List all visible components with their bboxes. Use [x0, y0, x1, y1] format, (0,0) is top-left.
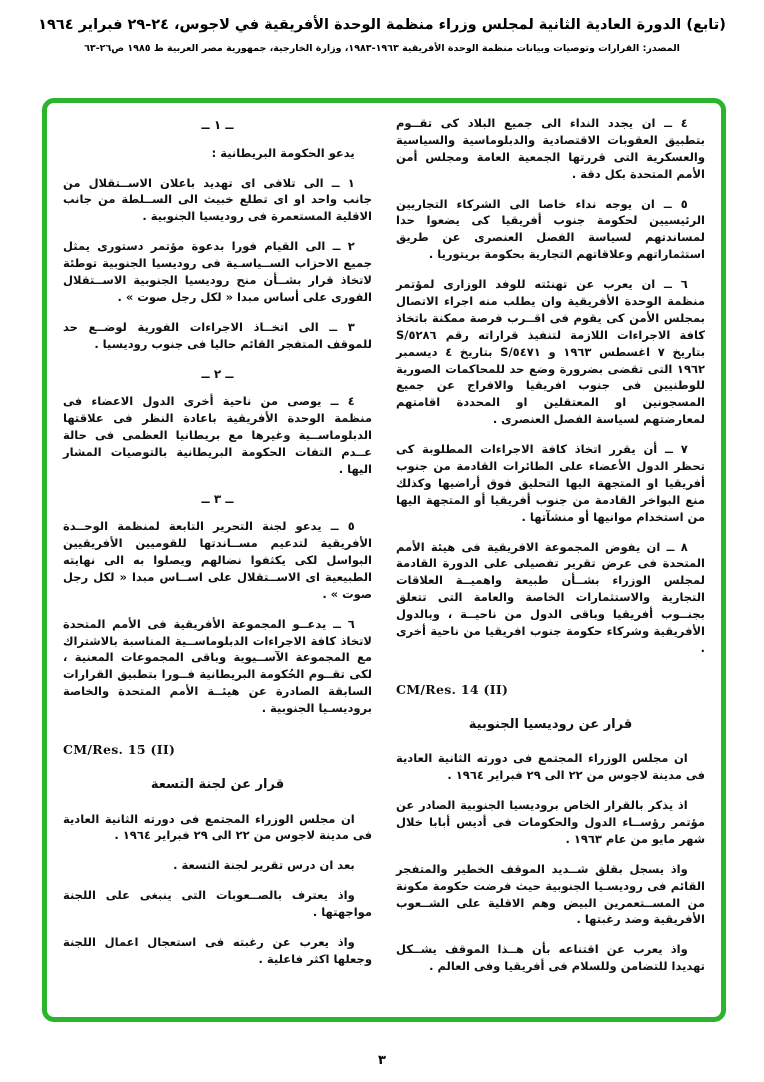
green-content-frame: [42, 98, 726, 1022]
body-paragraph: ١ ــ الى تلافى اى تهديد باعلان الاســتقلال من جانب واحد او اى تطلع خبيث الى الســلطة من جانب الاقلية المستعمرة فى روديسيا الجنوبية .: [63, 175, 372, 224]
body-paragraph: ان مجلس الوزراء المجتمع فى دورته الثانية العادية فى مدينة لاجوس من ٢٢ الى ٢٩ فبراير ١٩٦٤ .: [396, 751, 705, 783]
body-paragraph: ٢ ــ الى القيام فورا بدعوة مؤتمر دستورى يمثل جميع الاحزاب الســياسـية فى روديسيا الجنوبية توطئة لاتخاذ قرار بشــأن منح روديسيا الجنوبية الاســتقلال الفورى على أساس مبدا « لكل رجل صوت » .: [63, 239, 372, 304]
body-paragraph: ٥ ــ يدعو لجنة التحرير التابعة لمنظمة الوحــدة الأفريقية لتدعيم مســاندتها للقوميين الأفريقيين البواسل لكى يكثفوا نضالهم ويصلوا به الى نهايته الطبيعية اى الاســتقلال على اســاس مبدا « لكل رجل صوت » .: [63, 519, 372, 601]
resolution-code: CM/Res. 14 (II): [396, 681, 509, 697]
body-paragraph: ٣ ــ الى اتخــاذ الاجراءات الفورية لوضــع حد للموقف المتفجر القائم حاليا فى جنوب روديسيا .: [63, 319, 372, 351]
body-paragraph: ٤ ــ ان يجدد النداء الى جميع البلاد كى تقــوم بتطبيق العقوبات الاقتصادية والدبلوماسية والسياسية والعسكرية التى قررتها الجمعية العامة ومجلس أمن الأمم المتحدة بكل دقة .: [396, 116, 705, 181]
column-right: [396, 115, 705, 1009]
body-paragraph: ٧ ــ أن يقرر اتخاذ كافة الاجراءات المطلوبة كى تحظر الدول الأعضاء على الطائرات القادمة من جنوب أفريقيا او المتجهة اليها التحليق فوق أراضيها وكذلك منع البواخر القادمة من جنوب أفريقيا أو المتجهة اليها من استخدام موانيها أو منشآتها .: [396, 442, 705, 524]
two-column-layout: [63, 115, 705, 1009]
source-line: المصدر: القرارات وتوصيات وبيانات منظمة الوحدة الأفريقية ١٩٦٣-١٩٨٣، وزارة الخارجية، جمهورية مصر العربية ط ١٩٨٥ ص٢٦-٦٣: [84, 42, 680, 54]
page-header: [0, 0, 764, 54]
section-number-mark: ــ ١ ــ: [201, 118, 234, 132]
body-paragraph: يدعو الحكومة البريطانية :: [211, 145, 355, 160]
resolution-heading: قرار عن لجنة التسعة: [150, 777, 285, 793]
body-paragraph: ٨ ــ ان يفوض المجموعة الافريقية فى هيئة الأمم المتحدة فى عرض تقرير تفصيلى على الدورة القادمة لمجلس الوزراء بشــأن طبيعة واهميــة العلاقات التجارية والاستثمارات الخاصة والعامة التى تتعلق بجنــوب أفريقيا وباقى الدول من ناحيــة ، وبالدول الأفريقية وشركاء حكومة جنوب افريقيا من ناحية أخرى .: [396, 539, 705, 655]
body-paragraph: ان مجلس الوزراء المجتمع فى دورته الثانية العادية فى مدينة لاجوس من ٢٢ الى ٢٩ فبراير ١٩٦٤ .: [63, 811, 372, 843]
body-paragraph: ٦ ــ يدعــو المجموعة الأفريقية فى الأمم المتحدة لاتخاذ كافة الاجراءات الدبلوماســية المناسبة بالاشتراك مع المجموعة الآســيوية وباقى المجموعات المعنية ، لكى تقــوم الحُكومة البريطانية فــورا بتطبيق القرارات السابقة الصادرة عن هيئــة الأمم المتحدة والخاصة بروديسـيا الجنوبية .: [63, 616, 372, 716]
body-paragraph: بعد ان درس تقرير لجنة التسعة .: [173, 858, 355, 873]
resolution-code: CM/Res. 15 (II): [63, 742, 176, 758]
resolution-heading: قرار عن روديسيا الجنوبية: [468, 717, 633, 733]
body-paragraph: واذ يعرب عن رغبته فى استعجال اعمال اللجنة وجعلها اكثر فاعلية .: [63, 934, 372, 966]
body-paragraph: ٦ ــ ان يعرب عن تهنئته للوفد الوزارى لمؤتمر منظمة الوحدة الأفريقية وان يطلب منه اجراء الاتصال بمجلس الأمن كى يقوم فى اقــرب فرصة ممكنة باتخاذ كافة الاجراءات اللازمة لتنفيذ قراراته رقم ٥٢٨٦/S بتاريخ ٧ اغسطس ١٩٦٣ و ٥٤٧١/S بتاريخ ٤ ديسمبر ١٩٦٢ التى تقضى بضرورة وضع حد للمحاكمات الصورية للوطنيين فى جنوب افريقيا والافراج عن جميع المسجونين او المعتقلين او المحددة اقامتهم لمعارضتهم لسياسة الفصل العنصرى .: [396, 277, 706, 427]
body-paragraph: واذ يعترف بالصــعوبات التى ينبغى على اللجنة مواجهتها .: [63, 888, 372, 920]
body-paragraph: ٥ ــ ان يوجه نداء خاصا الى الشركاء التجاريين الرئيسيين لحكومة جنوب أفريقيا كى يضعوا حدا لمساندتهم لسياسة الفصل العنصرى عن طريق استثماراتهم وعلاقاتهم التجارية بحكومة بريتوريا .: [396, 196, 705, 262]
section-number-mark: ــ ٢ ــ: [201, 366, 234, 381]
body-paragraph: واذ يعرب عن اقتناعه بأن هــذا الموقف يشــكل تهديدا للتضامن وللسلام فى أفريقيا وفى العالم .: [396, 942, 705, 974]
body-paragraph: ٤ ــ يوصى من ناحية أخرى الدول الاعضاء فى منظمة الوحدة الأفريقية باعادة النظر فى علاقتها الدبلوماســية وغيرها مع بريطانيا العظمى فى حالة عــدم التفات الحكومة البريطانية بالتوصيات المشار اليها .: [63, 394, 372, 476]
document-title: (تابع) الدورة العادية الثانية لمجلس وزراء منظمة الوحدة الأفريقية في لاجوس، ٢٤-٢٩ فبراير ١٩٦٤: [38, 17, 726, 33]
body-paragraph: اذ يذكر بالقرار الخاص بروديسيا الجنوبية الصادر عن مؤتمر رؤســاء الدول والحكومات فى أديس أبابا خلال شهر مايو من عام ١٩٦٣ .: [396, 798, 705, 846]
body-paragraph: واذ يسجل بقلق شــديد الموقف الخطير والمتفجر القائم فى روديسـيا الجنوبية حيث فرضت حكومة مكونة من المســتعمرين البيض وهم الاقلية على الشــعوب الأفريقية وضد رغبتها .: [396, 861, 705, 927]
section-number-mark: ــ ٣ ــ: [201, 491, 234, 506]
page-number: ٣: [378, 1053, 386, 1068]
column-left: [63, 115, 372, 1009]
